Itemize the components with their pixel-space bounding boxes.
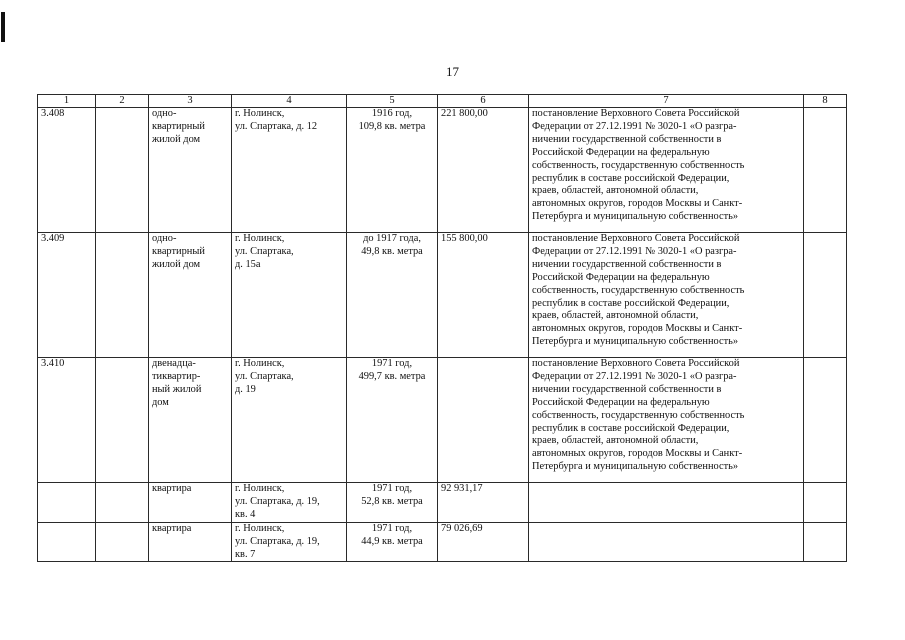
cell-year-area: 1971 год, 52,8 кв. метра [347, 483, 438, 523]
table-row [38, 358, 847, 483]
cell-col2 [96, 358, 149, 483]
cell-legal-basis [529, 522, 804, 562]
cell-legal-basis: постановление Верховного Совета Российской Федерации от 27.12.1991 № 3020-1 «О разгра- ничении государственной собственности в Российской Федерации на федеральную собственность, государственную собственность республик в составе российской Федерации, краев, областей, автономной области, автономных округов, городов Москвы и Санкт- Петербурга и муниципальную собственность» [529, 233, 804, 358]
cell-address: г. Нолинск, ул. Спартака, д. 19, кв. 4 [232, 483, 347, 523]
table-row [38, 108, 847, 233]
cell-col2 [96, 522, 149, 562]
cell-col8 [804, 358, 847, 483]
cell-object-type: одно- квартирный жилой дом [149, 108, 232, 233]
column-header-8: 8 [804, 95, 847, 108]
cell-object-type: одно- квартирный жилой дом [149, 233, 232, 358]
table-row [38, 483, 847, 523]
header-row [38, 95, 847, 108]
cell-value: 92 931,17 [438, 483, 529, 523]
column-header-4: 4 [232, 95, 347, 108]
cell-col2 [96, 108, 149, 233]
cell-address: г. Нолинск, ул. Спартака, д. 19, кв. 7 [232, 522, 347, 562]
cell-value [438, 358, 529, 483]
cell-col2 [96, 233, 149, 358]
cell-address: г. Нолинск, ул. Спартака, д. 15а [232, 233, 347, 358]
cell-col8 [804, 233, 847, 358]
column-header-3: 3 [149, 95, 232, 108]
column-header-1: 1 [38, 95, 96, 108]
cell-year-area: 1916 год, 109,8 кв. метра [347, 108, 438, 233]
cell-value: 221 800,00 [438, 108, 529, 233]
column-header-6: 6 [438, 95, 529, 108]
cell-value: 155 800,00 [438, 233, 529, 358]
cell-object-type: квартира [149, 483, 232, 523]
property-table [37, 94, 847, 562]
cell-col2 [96, 483, 149, 523]
scan-edge-mark [1, 12, 5, 42]
cell-item-number: 3.410 [38, 358, 96, 483]
cell-value: 79 026,69 [438, 522, 529, 562]
cell-year-area: до 1917 года, 49,8 кв. метра [347, 233, 438, 358]
cell-address: г. Нолинск, ул. Спартака, д. 19 [232, 358, 347, 483]
cell-col8 [804, 522, 847, 562]
cell-col8 [804, 108, 847, 233]
cell-item-number: 3.408 [38, 108, 96, 233]
table-row [38, 233, 847, 358]
cell-item-number [38, 483, 96, 523]
cell-object-type: квартира [149, 522, 232, 562]
cell-legal-basis: постановление Верховного Совета Российской Федерации от 27.12.1991 № 3020-1 «О разгра- ничении государственной собственности в Российской Федерации на федеральную собственность, государственную собственность республик в составе российской Федерации, краев, областей, автономной области, автономных округов, городов Москвы и Санкт- Петербурга и муниципальную собственность» [529, 108, 804, 233]
column-header-2: 2 [96, 95, 149, 108]
page-number: 17 [446, 64, 459, 79]
column-header-7: 7 [529, 95, 804, 108]
table-row [38, 522, 847, 562]
cell-object-type: двенадца- тиквартир- ный жилой дом [149, 358, 232, 483]
cell-year-area: 1971 год, 499,7 кв. метра [347, 358, 438, 483]
cell-legal-basis [529, 483, 804, 523]
cell-address: г. Нолинск, ул. Спартака, д. 12 [232, 108, 347, 233]
column-header-5: 5 [347, 95, 438, 108]
cell-item-number [38, 522, 96, 562]
cell-col8 [804, 483, 847, 523]
cell-item-number: 3.409 [38, 233, 96, 358]
cell-year-area: 1971 год, 44,9 кв. метра [347, 522, 438, 562]
cell-legal-basis: постановление Верховного Совета Российской Федерации от 27.12.1991 № 3020-1 «О разгра- ничении государственной собственности в Российской Федерации на федеральную собственность, государственную собственность республик в составе российской Федерации, краев, областей, автономной области, автономных округов, городов Москвы и Санкт- Петербурга и муниципальную собственность» [529, 358, 804, 483]
